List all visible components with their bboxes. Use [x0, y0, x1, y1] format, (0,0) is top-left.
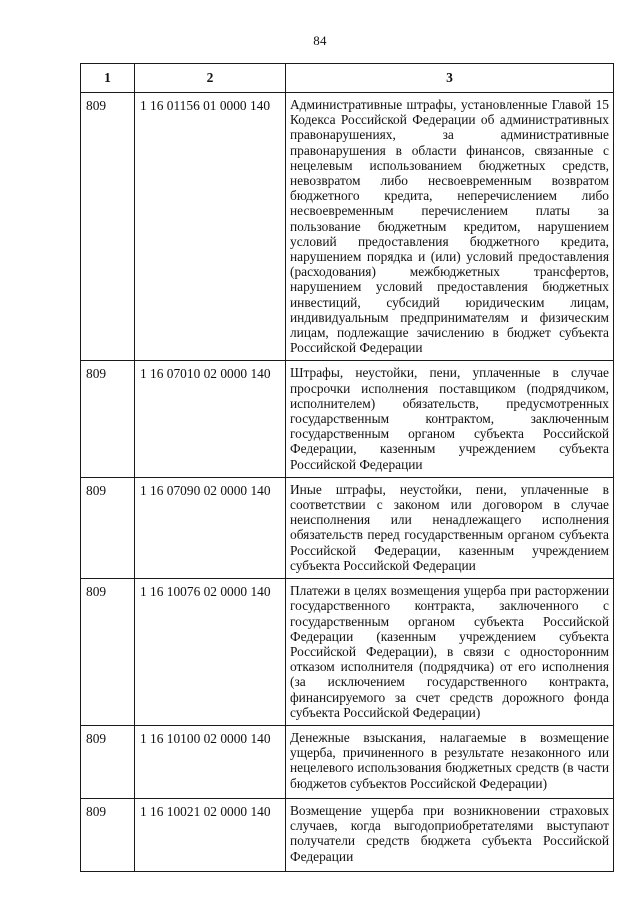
table-row — [81, 477, 614, 578]
budget-code-cell: 1 16 07010 02 0000 140 — [135, 361, 286, 477]
table-row — [81, 93, 614, 361]
budget-code-cell: 1 16 10076 02 0000 140 — [135, 579, 286, 726]
admin-code-cell: 809 — [81, 579, 135, 726]
description-cell: Административные штрафы, установленные Главой 15 Кодекса Российской Федерации об административных правонарушениях, за административные правонарушения в области финансов, связанные с нецелевым использованием бюджетных средств, невозвратом либо несвоевременным возвратом бюджетного кредита, неперечислением либо несвоевременным перечислением платы за пользование бюджетным кредитом, нарушением условий предоставления бюджетного кредита, нарушением порядка и (или) условий предоставления (расходования) межбюджетных трансфертов, нарушением условий предоставления бюджетных инвестиций, субсидий юридическим лицам, индивидуальным предпринимателям и физическим лицам, подлежащие зачислению в бюджет субъекта Российской Федерации — [286, 93, 614, 361]
admin-code-cell: 809 — [81, 725, 135, 798]
table-row — [81, 798, 614, 871]
budget-code-cell: 1 16 01156 01 0000 140 — [135, 93, 286, 361]
table-row — [81, 361, 614, 477]
description-cell: Иные штрафы, неустойки, пени, уплаченные в соответствии с законом или договором в случае неисполнения или ненадлежащего исполнения обязательств перед государственным органом субъекта Российской Федерации, казенным учреждением субъекта Российской Федерации — [286, 477, 614, 578]
description-cell: Возмещение ущерба при возникновении страховых случаев, когда выгодоприобретателями выступают получатели средств бюджета субъекта Российской Федерации — [286, 798, 614, 871]
page-number: 84 — [313, 33, 327, 48]
description-cell: Платежи в целях возмещения ущерба при расторжении государственного контракта, заключенного с государственным органом субъекта Российской Федерации (казенным учреждением субъекта Российской Федерации), в связи с односторонним отказом исполнителя (подрядчика) от его исполнения (за исключением государственного контракта, финансируемого за счет средств дорожного фонда субъекта Российской Федерации) — [286, 579, 614, 726]
description-cell: Штрафы, неустойки, пени, уплаченные в случае просрочки исполнения поставщиком (подрядчиком, исполнителем) обязательств, предусмотренных государственным контрактом, заключенным государственным органом субъекта Российской Федерации, казенным учреждением субъекта Российской Федерации — [286, 361, 614, 477]
description-cell: Денежные взыскания, налагаемые в возмещение ущерба, причиненного в результате незаконного или нецелевого использования бюджетных средств (в части бюджетов субъектов Российской Федерации) — [286, 725, 614, 798]
table-row — [81, 579, 614, 726]
budget-code-cell: 1 16 10021 02 0000 140 — [135, 798, 286, 871]
admin-code-cell: 809 — [81, 477, 135, 578]
budget-code-cell: 1 16 07090 02 0000 140 — [135, 477, 286, 578]
income-codes-table — [80, 63, 614, 872]
admin-code-cell: 809 — [81, 798, 135, 871]
table-header-row — [81, 64, 614, 93]
budget-code-cell: 1 16 10100 02 0000 140 — [135, 725, 286, 798]
table-row — [81, 725, 614, 798]
column-header-2: 2 — [135, 64, 286, 93]
admin-code-cell: 809 — [81, 361, 135, 477]
column-header-1: 1 — [81, 64, 135, 93]
column-header-3: 3 — [286, 64, 614, 93]
admin-code-cell: 809 — [81, 93, 135, 361]
